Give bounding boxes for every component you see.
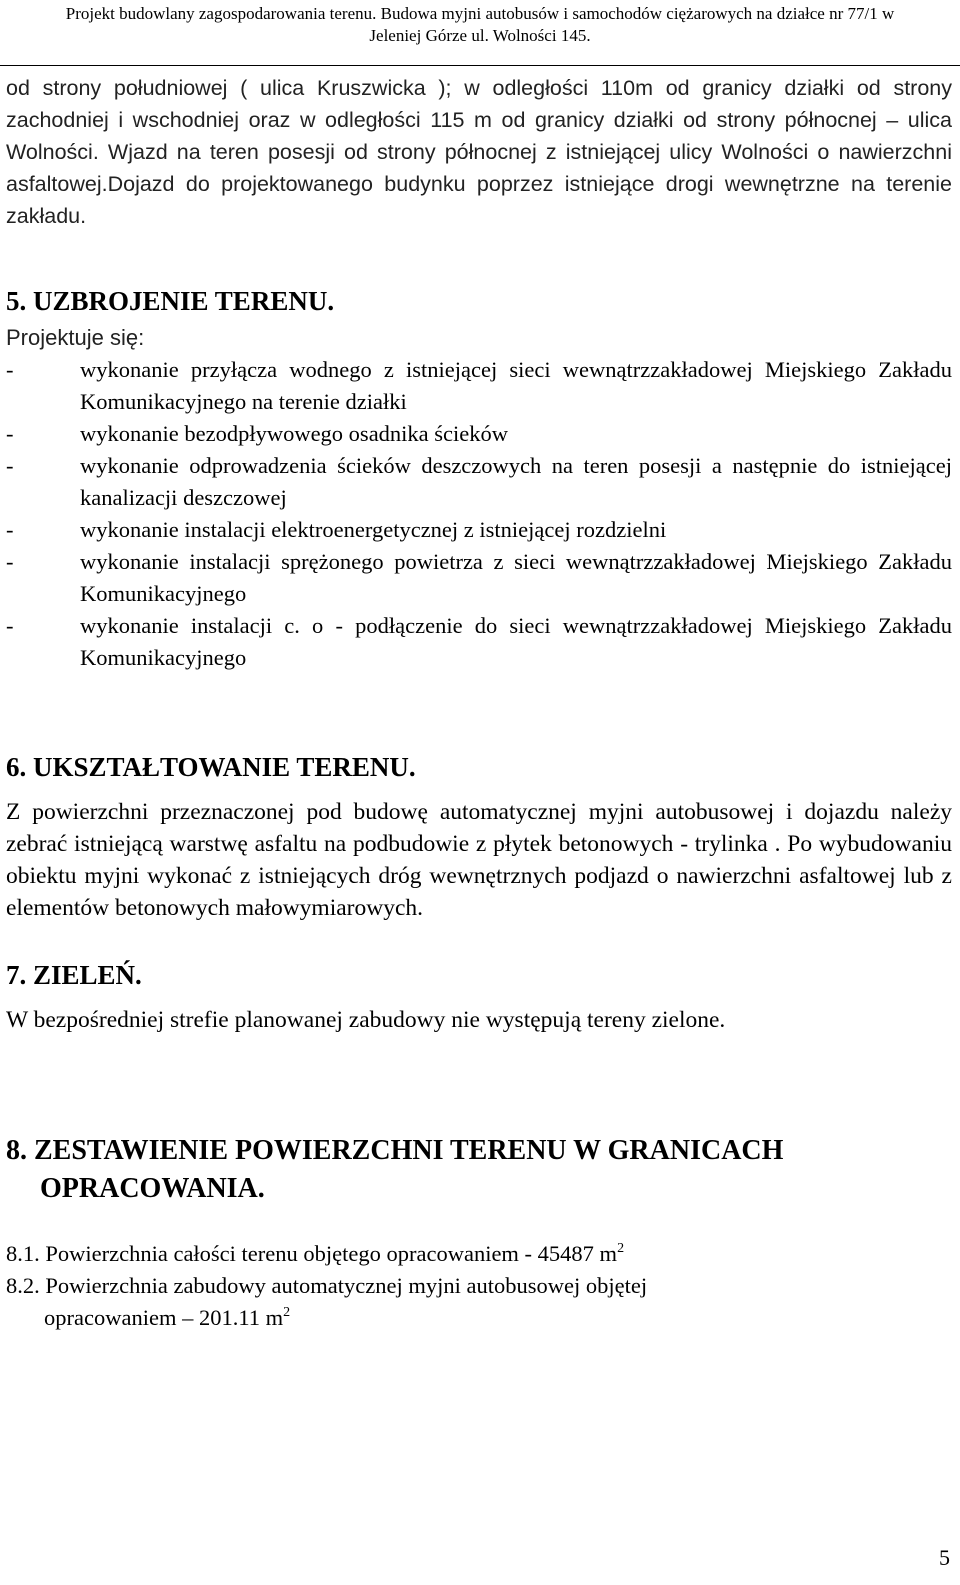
area-item-8-1-text: 8.1. Powierzchnia całości terenu objętego opracowaniem - 45487 m <box>6 1241 618 1266</box>
list-item-text: wykonanie instalacji sprężonego powietrza z sieci wewnątrzzakładowej Miejskiego Zakładu Komunikacyjnego <box>80 549 952 606</box>
document-body <box>6 70 952 1334</box>
section-5-lead: Projektuje się: <box>6 325 145 350</box>
list-item <box>6 546 952 610</box>
section-6-heading: 6. UKSZTAŁTOWANIE TERENU. <box>6 752 416 782</box>
list-dash: - <box>6 357 14 382</box>
list-item <box>6 610 952 674</box>
section-8-heading <box>6 1132 952 1208</box>
list-item <box>6 418 952 450</box>
section-7-heading: 7. ZIELEŃ. <box>6 960 142 990</box>
list-item-text: wykonanie przyłącza wodnego z istniejącej sieci wewnątrzzakładowej Miejskiego Zakładu Komunikacyjnego na terenie działki <box>80 357 952 414</box>
list-item-text: wykonanie bezodpływowego osadnika ścieków <box>80 421 509 446</box>
header-line-1: Projekt budowlany zagospodarowania terenu. Budowa myjni autobusów i samochodów ciężarowych na działce nr 77/1 w <box>65 4 895 23</box>
list-item <box>6 514 952 546</box>
header-line-2: Jeleniej Górze ul. Wolności 145. <box>369 26 591 45</box>
area-item-8-1 <box>6 1238 952 1270</box>
page-header <box>0 0 960 66</box>
list-item <box>6 450 952 514</box>
area-item-8-2-sup: 2 <box>283 1305 291 1320</box>
list-dash: - <box>6 549 14 574</box>
area-item-8-2 <box>6 1270 952 1334</box>
list-dash: - <box>6 613 14 638</box>
section-8-heading-line-1: 8. ZESTAWIENIE POWIERZCHNI TERENU W GRANICACH <box>6 1135 784 1166</box>
area-item-8-1-sup: 2 <box>617 1241 625 1256</box>
area-item-8-2-line-2 <box>6 1302 952 1334</box>
section-7-paragraph: W bezpośredniej strefie planowanej zabudowy nie występują tereny zielone. <box>6 1007 726 1033</box>
intro-paragraph: od strony południowej ( ulica Kruszwicka ); w odległości 110m od granicy działki od strony zachodniej i wschodniej oraz w odległości 115 m od granicy działki od strony północnej – ulica Wolności. Wjazd na teren posesji od strony północnej z istniejącej ulicy Wolności o nawierzchni asfaltowej.Dojazd do projektowanego budynku poprzez istniejące drogi wewnętrzne na terenie zakładu. <box>6 76 952 228</box>
section-8-heading-line-2: OPRACOWANIA. <box>40 1173 265 1204</box>
section-6-paragraph: Z powierzchni przeznaczonej pod budowę automatycznej myjni autobusowej i dojazdu należy zebrać istniejącą warstwę asfaltu na podbudowie z płytek betonowych - trylinka . Po wybudowaniu obiektu myjni wykonać z istniejących dróg wewnętrznych podjazd o nawierzchni asfaltowej lub z elementów betonowych małowymiarowych. <box>6 799 952 921</box>
list-dash: - <box>6 453 14 478</box>
page-number: 5 <box>939 1545 950 1570</box>
section-5-heading: 5. UZBROJENIE TERENU. <box>6 286 335 316</box>
list-item-text: wykonanie instalacji c. o - podłączenie do sieci wewnątrzzakładowej Miejskiego Zakładu Komunikacyjnego <box>80 613 952 670</box>
area-item-8-2-line-1: 8.2. Powierzchnia zabudowy automatycznej myjni autobusowej objętej <box>6 1273 648 1298</box>
section-5-list <box>6 354 952 674</box>
list-dash: - <box>6 421 14 446</box>
list-item-text: wykonanie instalacji elektroenergetycznej z istniejącej rozdzielni <box>80 517 667 542</box>
list-item <box>6 354 952 418</box>
list-dash: - <box>6 517 14 542</box>
area-item-8-2-line-2-text: opracowaniem – 201.11 m <box>44 1305 284 1330</box>
list-item-text: wykonanie odprowadzenia ścieków deszczowych na teren posesji a następnie do istniejącej kanalizacji deszczowej <box>80 453 952 510</box>
